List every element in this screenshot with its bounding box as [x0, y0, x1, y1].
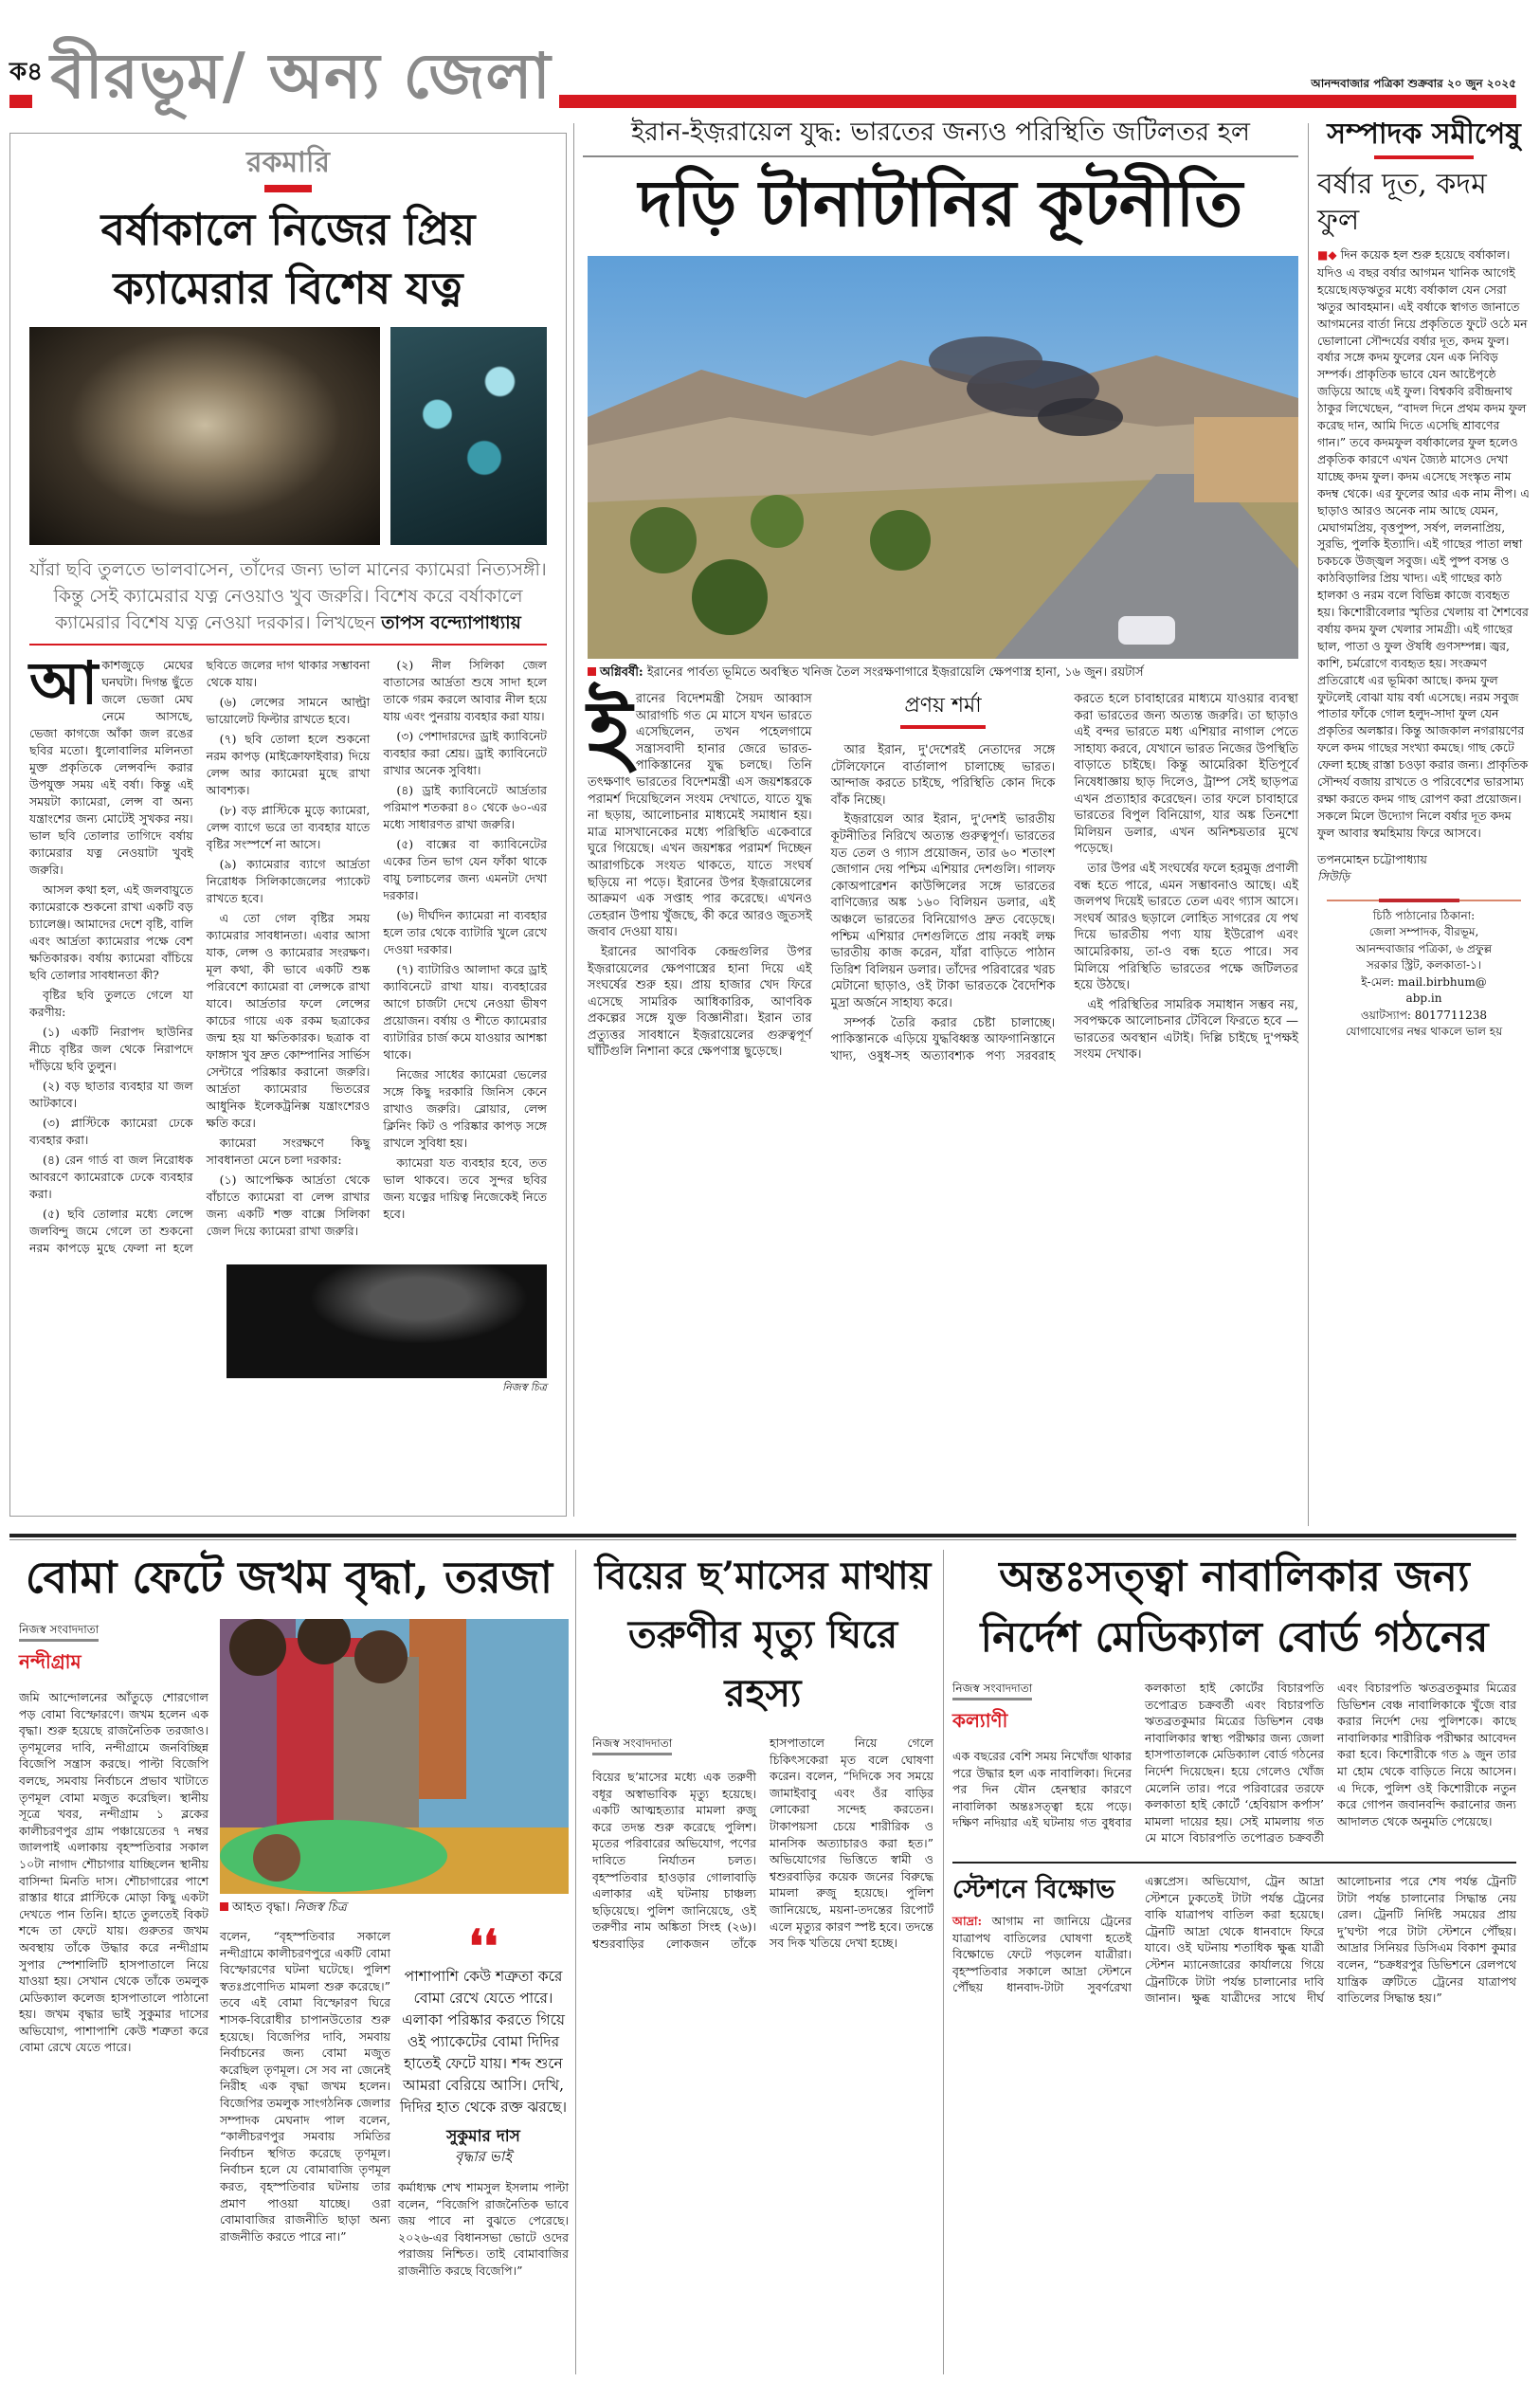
- paragraph: (৭) ব্যাটারিও আলাদা করে ড্রাই ক্যাবিনেটে রাখা যায়। ব্যবহারের আগে চার্জটা দেখে নেওয়া ভীষণ প্রয়োজন। বর্ষায় ও শীতে ক্যামেরার ব্যাটারির চার্জ কমে যাওয়ার আশঙ্কা থাকে।: [383, 962, 547, 1062]
- paragraph: (৬) দীর্ঘদিন ক্যামেরা না ব্যবহার হলে তার থেকে ব্যাটারি খুলে রেখে দেওয়া দরকার।: [383, 908, 547, 956]
- lead-body: [588, 682, 1298, 1064]
- paragraph: (২) বড় ছাতার ব্যবহার যা জল আটকাবে।: [29, 1079, 193, 1110]
- masthead-right: [559, 76, 1516, 114]
- page-number: ক৪: [9, 58, 44, 86]
- paragraph: এই পরিস্থিতির সামরিক সমাধান সম্ভব নয়, সবপক্ষকে আলোচনার টেবিলে ফিরতে হবে — ভারতের অবস্থান এটাই। দিল্লি চাইছে দু'পক্ষই সংযম দেখাক।: [1074, 997, 1298, 1063]
- page-number-bar: [9, 95, 32, 108]
- byline: নিজস্ব সংবাদদাতা: [19, 1622, 99, 1642]
- caption-text: আহত বৃদ্ধা।: [232, 1900, 291, 1915]
- address-line: জেলা সম্পাদক, বীরভূম,: [1368, 925, 1479, 939]
- paragraph: (৭) ছবি তোলা হলে শুকনো নরম কাপড় (মাইক্রোফাইবার) দিয়ে লেন্স আর ক্যামেরা মুছে রাখা আবশ্যক।: [206, 732, 371, 797]
- quote-text: পাশাপাশি কেউ শত্রুতা করে বোমা রেখে যেতে পারে। এলাকা পরিষ্কার করতে গিয়ে ওই প্যাকেটের বোমা দিদির হাতেই ফেটে যায়। শব্দ শুনে আমরা বেরিয়ে আসি। দেখি, দিদির হাত থেকে রক্ত ঝরছে।: [399, 1968, 568, 2116]
- paragraph: নিজের সাধের ক্যামেরা ভেলের সঙ্গে কিছু দরকারি জিনিস কেনে রাখাও জরুরি। ব্লোয়ার, লেন্স ক্লিনিং কিট ও পরিষ্কার কাপড় সঙ্গে রাখলে সুবিধা হয়।: [383, 1067, 547, 1150]
- story-deck: [29, 556, 547, 636]
- byline-space: [952, 1680, 1132, 1735]
- paragraph: (৫) ছবি তোলার মধ্যে লেন্সে জলবিন্দু জমে গেলে তা শুকনো নরম কাপড়ে মুছে ফেলা না হলে ছবিতে জলের দাগ থাকার সম্ভাবনা থেকে যায়।: [29, 658, 371, 1255]
- section-divider: [9, 1534, 1516, 1537]
- deck-text: যাঁরা ছবি তুলতে ভালবাসেন, তাঁদের জন্য ভাল মানের ক্যামেরা নিত্যসঙ্গী। কিন্তু সেই ক্যামেরার যত্ন নেওয়াও খুব জরুরি। বিশেষ করে বর্ষাকালে ক্যামেরার বিশেষ যত্ন নেওয়া দরকার। লিখছেন: [29, 559, 547, 633]
- address-line: আনন্দবাজার পত্রিকা, ৬ প্রফুল্ল: [1355, 941, 1493, 955]
- paragraph: আর ইরান, দু'দেশেরই নেতাদের সঙ্গে টেলিফোনে বার্তালাপ চালাচ্ছে ভারত। আন্দাজ করতে চাইছে, পরিস্থিতি কোন দিকে বাঁক নিচ্ছে।: [830, 743, 1056, 808]
- drop-cap: ই: [588, 682, 632, 782]
- address-line: ই-মেল: mail.birbhum@: [1361, 974, 1487, 989]
- address-line: যোগাযোগের নম্বর থাকলে ভাল হয়: [1345, 1025, 1503, 1039]
- quote-name: সুকুমার দাস: [446, 2127, 520, 2146]
- story-body: আগাম না জানিয়ে ট্রেনের যাত্রাপথ বাতিলের ঘোষণা হতেই বিক্ষোভে ফেটে পড়লেন যাত্রীরা। বৃহস্পতিবার সকালে আদ্রা স্টেশনে পৌঁছয় ধানবাদ-টাটা সুবর্ণরেখা এক্সপ্রেস। অভিযোগ, ট্রেন আদ্রা স্টেশনে ঢুকতেই টাটা পর্যন্ত ট্রেনের বাকি যাত্রাপথ বাতিল করা হয়েছে। ট্রেনটি আদ্রা থেকে ধানবাদে ফিরে যাবে। ওই ঘটনায় শতাধিক ক্ষুব্ধ যাত্রী স্টেশন ম্যানেজারের কার্যালয়ে গিয়ে ট্রেনটিকে টাটা পর্যন্ত চালানোর দাবি জানান। ক্ষুব্ধ যাত্রীদের সাথে দীর্ঘ আলোচনার পরে শেষ পর্যন্ত ট্রেনটি টাটা পর্যন্ত চালানোর সিদ্ধান্ত নেয় রেল। ট্রেনটি নির্দিষ্ট সময়ের প্রায় দু’ঘণ্টা পরে টাটা স্টেশনে পৌঁছয়। আদ্রার সিনিয়র ডিসিএম বিকাশ কুমার বলেন, “চক্রধরপুর ডিভিশনে রেলপথে যান্ত্রিক ত্রুটিতে ট্রেনের যাত্রাপথ বাতিলের সিদ্ধান্ত হয়।”: [952, 1873, 1516, 2006]
- photo-credit: নিজস্ব চিত্র: [502, 1381, 547, 1393]
- title-bar: [1374, 155, 1474, 159]
- date-line: আনন্দবাজার পত্রিকা শুক্রবার ২০ জুন ২০২৫: [1311, 77, 1516, 90]
- bomb-left-column: [19, 1619, 208, 2280]
- divider-accent: [1379, 899, 1459, 902]
- story-text: কর্মাধ্যক্ষ শেখ শামসুল ইসলাম পাল্টা বলেন, “বিজেপি রাজনৈতিক ভাবে জয় পাবে না বুঝতে পেরেছে। ২০২৬-এর বিধানসভা ভোটে ওদের পরাজয় নিশ্চিত। তাই বোমাবাজির রাজনীতি করছে বিজেপি।”: [398, 2180, 569, 2278]
- drop-cap: আ: [29, 648, 99, 718]
- byline: নিজস্ব সংবাদদাতা: [592, 1736, 672, 1755]
- lead-kicker: ইরান-ইজ়রায়েল যুদ্ধ: ভারতের জন্যও পরিস্থিতি জটিলতর হল: [583, 116, 1298, 157]
- death-story: [583, 1547, 938, 1953]
- bomb-story-body: [9, 1619, 569, 2280]
- missile-strike-photo: [588, 256, 1298, 659]
- minor-story: [948, 1547, 1516, 2007]
- story-text: জমি আন্দোলনের আঁতুড়ে শোরগোল পড় বোমা বিস্ফোরণে। জখম হলেন এক বৃদ্ধা। শুরু হয়েছে রাজনৈতিক তরজাও। তৃণমূলের দাবি, নন্দীগ্রামে জনবিচ্ছিন্ন বিজেপি সন্ত্রাস করছে। পাল্টা বিজেপি বলছে, সমবায় নির্বাচনে প্রভাব খাটাতে তৃণমূল বোমা মজুত করেছিল। স্থানীয় সূত্রে খবর, নন্দীগ্রাম ১ ব্লকের কালীচরণপুর গ্রাম পঞ্চায়েতের ৭ নম্বর জালপাই এলাকায় বৃহস্পতিবার সকাল ১০টা নাগাদ শৌচাগার যাচ্ছিলেন স্থানীয় বাসিন্দা মিনতি দাস। শৌচাগারের পাশে রাস্তার ধারে প্লাস্টিকে মোড়া কিছু একটা দেখতে পান তিনি। হাতে তুলতেই বিকট শব্দে তা ফেটে যায়। গুরুতর জখম অবস্থায় তাঁকে উদ্ধার করে নন্দীগ্রাম সুপার স্পেশালিটি হাসপাতালে নিয়ে যাওয়া হয়। সেখান থেকে তাঁকে তমলুক মেডিক্যাল কলেজ হাসপাতালে পাঠানো হয়। জখম বৃদ্ধার ভাই সুকুমার দাসের অভিযোগ, পাশাপাশি কেউ শত্রুতা করে বোমা রেখে যেতে পারে।: [19, 1690, 208, 2055]
- paragraph: (৫) বাক্সের বা ক্যাবিনেটের একের তিন ভাগ যেন ফাঁকা থাকে বায়ু চলাচলের জন্য এমনটা দেখা দরকার।: [383, 837, 547, 902]
- lead-story: [583, 116, 1298, 1064]
- paragraph: সম্পর্ক তৈরি করার চেষ্টা চালাচ্ছে। পাকিস্তানকে এড়িয়ে যুদ্ধবিধ্বস্ত আফগানিস্তানে খাদ্য, ওষুধ-সহ অত্যাবশ্যক পণ্য সরবরাহ করতে হলে চাবাহারের মাধ্যমে যাওয়ার ব্যবস্থা করা ভারতের জন্য অত্যন্ত জরুরি। তা ছাড়াও এই বন্দর ভারতে মধ্য এশিয়ার নাগাল পেতে সাহায্য করবে, যেখানে ভারত নিজের উপস্থিতি বাড়াতে চাইছে। কিন্তু আমেরিকা ইতিপূর্বে নিষেধাজ্ঞায় ছাড় দিলেও, ট্রাম্প সেই ছাড়পত্র এখন প্রত্যাহার করেছেন। তার ফলে চাবাহারে ভারতের বিপুল বিনিয়োগ, যার অঙ্ক তিনশো মিলিয়ন ডলার, এখন অনিশ্চয়তার মুখে পড়েছে।: [830, 692, 1298, 1064]
- masthead: [9, 38, 1516, 114]
- pen-nib-icon: ■◆: [1317, 248, 1337, 262]
- paragraph: (৪) রেন গার্ড বা জল নিরোধক আবরণে ক্যামেরাকে ঢেকে ব্যবহার করা।: [29, 1153, 193, 1201]
- bomb-story: [9, 1547, 569, 2280]
- injured-woman-photo: [220, 1619, 569, 1894]
- section-divider: [9, 1539, 1516, 1540]
- author-byline: প্রণয় শর্মা: [900, 691, 986, 729]
- letters-title: সম্পাদক সমীপেষু: [1327, 118, 1521, 151]
- bomb-right-area: [220, 1619, 569, 2280]
- caption-square-icon: [220, 1902, 228, 1911]
- paragraph: আসল কথা হল, এই জলবায়ুতে ক্যামেরাকে শুকনো রাখা একটি বড় চ্যালেঞ্জ। আমাদের দেশে বৃষ্টি, বালি এবং আর্দ্রতা ক্যামেরার পক্ষে বেশ ক্ষতিকারক। বর্ষায় ক্যামেরা বাঁচিয়ে ছবি তোলার সাবধানতা কী?: [29, 882, 193, 982]
- paragraph: (১) আপেক্ষিক আর্দ্রতা থেকে বাঁচাতে ক্যামেরা বা লেন্স রাখার জন্য একটি শক্ত বাক্সে সিলিকা জেল দিয়ে ক্যামেরা রাখা জরুরি।: [206, 1173, 371, 1238]
- divider: [1327, 899, 1521, 902]
- letter-body: [1317, 246, 1531, 842]
- paragraph: (১) একটি নিরাপদ ছাউনির নীচে বৃষ্টির জল থেকে নিরাপদে দাঁড়িয়ে ছবি তুলুন।: [29, 1025, 193, 1073]
- lead-headline: দড়ি টানাটানির কূটনীতি: [638, 166, 1243, 242]
- paragraph: (৩) প্লাস্টিকে ক্যামেরা ঢেকে ব্যবহার করা।: [29, 1116, 193, 1147]
- story-body: বিয়ের ছ’মাসের মধ্যে এক তরুণী বধূর অস্বাভাবিক মৃত্যু হয়েছে। একটি আত্মহত্যার মামলা রুজু করে তদন্ত শুরু করেছে পুলিশ। মৃতের পরিবারের অভিযোগ, পণের দাবিতে নির্যাতন চলত। বৃহস্পতিবার হাওড়ার গোলাবাড়ি এলাকার এই ঘটনায় চাঞ্চল্য ছড়িয়েছে। পুলিশ জানিয়েছে, ওই তরুণীর নাম অঙ্কিতা সিংহ (২৬)। শ্বশুরবাড়ির লোকজন তাঁকে হাসপাতালে নিয়ে গেলে চিকিৎসকেরা মৃত বলে ঘোষণা করেন। বলেন, “দিদিকে সব সময়ে জামাইবাবু এবং ওঁর বাড়ির লোকেরা সন্দেহ করতেন। টাকাপয়সা চেয়ে শারীরিক ও মানসিক অত্যাচারও করা হত।” অভিযোগের ভিত্তিতে স্বামী ও শ্বশুরবাড়ির কয়েক জনের বিরুদ্ধে মামলা রুজু হয়েছে। পুলিশ জানিয়েছে, ময়না-তদন্তের রিপোর্ট এলে মৃত্যুর কারণ স্পষ্ট হবে। তদন্তে সব দিক খতিয়ে দেখা হচ্ছে।: [592, 1736, 933, 1951]
- quote-column: [398, 1920, 569, 2280]
- kicker-bar: [264, 185, 312, 192]
- photo-credit: নিজস্ব চিত্র: [294, 1900, 347, 1915]
- column-divider: [943, 1550, 944, 2374]
- quote-mark-icon: ❛❛: [468, 1920, 498, 1973]
- author: তাপস বন্দ্যোপাধ্যায়: [381, 612, 521, 633]
- signer: তপনমোহন চট্টোপাধ্যায়: [1317, 851, 1427, 866]
- address-line: সরকার স্ট্রিট, কলকাতা-১।: [1366, 958, 1482, 973]
- paragraph: এ তো গেল বৃষ্টির সময় ক্যামেরার সাবধানতা। এবার আসা যাক, লেন্স ও ক্যামেরার সংরক্ষণ। মূল কথা, কী ভাবে একটি শুষ্ক পরিবেশে ক্যামেরা বা লেন্সকে রাখা যাবে। আর্দ্রতার ফলে লেন্সের কাচের গায়ে এক রকম ছত্রাকের জন্ম হয় যা ক্ষতিকারক। ছত্রাক বা ফাঙ্গাস খুব দ্রুত কোম্পানির সার্ভিস সেন্টারে পরিষ্কার করানো জরুরি। আর্দ্রতা ক্যামেরার ভিতরের আধুনিক ইলেকট্রনিক্স যন্ত্রাংশেরও ক্ষতি করে।: [206, 911, 371, 1130]
- caption-square-icon: [588, 667, 596, 676]
- paragraph: ক্যামেরা সংরক্ষণে কিছু সাবধানতা মেনে চলা দরকার:: [206, 1136, 371, 1167]
- address-line: চিঠি পাঠানোর ঠিকানা:: [1372, 908, 1476, 922]
- lens-photo-block: [29, 1264, 547, 1394]
- section-kicker: রকমারি: [246, 146, 330, 179]
- photo-caption: [588, 664, 1298, 682]
- quote-role: বৃদ্ধার ভাই: [454, 2148, 513, 2165]
- letters-column: [1317, 116, 1531, 1041]
- headline: বর্ষাকালে নিজের প্রিয় ক্যামেরার বিশেষ যত্ন: [100, 204, 476, 314]
- photo-caption: [220, 1900, 569, 1917]
- paragraph: (২) নীল সিলিকা জেল বাতাসের আর্দ্রতা শুষে সাদা হলে তাকে গরম করলে আবার নীল হয়ে যায় এবং পুনরায় ব্যবহার করা যায়।: [383, 658, 547, 723]
- letter-signature: [1317, 851, 1531, 885]
- paragraph: ইরানের আণবিক কেন্দ্রগুলির উপর ইজ়রায়েলের ক্ষেপণাস্ত্রের হানা দিয়ে এই সংঘর্ষের শুরু হয়। প্রায় হাজার খেদ ফিরে এসেছে সামরিক আধিকারিক, আণবিক প্রকল্পের সঙ্গে যুক্ত বিজ্ঞানীরা। ইরান তার প্রত্যুত্তর সাবধানে ইজ়রায়েলের গুরুত্বপূর্ণ ঘাঁটিগুলি নিশানা করে ক্ষেপণাস্ত্র ছুড়েছে।: [588, 944, 812, 1060]
- paragraph: ইজ়রায়েল আর ইরান, দু'দেশই ভারতীয় কূটনীতির নিরিখে অত্যন্ত গুরুত্বপূর্ণ। ভারতের যত তেল ও গ্যাস প্রয়োজন, তার ৬০ শতাংশ জোগান দেয় পশ্চিম এশিয়ার দেশগুলি। গালফ কোঅপারেশন কাউন্সিলের সঙ্গে ভারতের বাণিজ্যের অঙ্ক ১৬০ বিলিয়ন ডলার, এই অঞ্চলে ভারতের বিনিয়োগও দ্রুত বেড়েছে। পশ্চিম এশিয়ার দেশগুলিতে প্রায় নব্বই লক্ষ ভারতীয় কাজ করেন, যাঁরা বাড়িতে পাঠান তিরিশ বিলিয়ন ডলার। তাঁদের পরিবারের খরচ মেটানো ছাড়াও, ওই টাকা ভারতকে বৈদেশিক মুদ্রা অর্জনে সাহায্য করে।: [830, 812, 1056, 1010]
- story-text: [952, 1680, 1516, 1846]
- letter-headline: বর্ষার দূত, কদম ফুল: [1317, 168, 1487, 237]
- letter-address: [1317, 908, 1531, 1041]
- paragraph: তার উপর এই সংঘর্ষের ফলে হরমুজ় প্রণালী বন্ধ হতে পারে, এমন সম্ভাবনাও আছে। এই জলপথ দিয়েই ভারতে তেল এবং গ্যাস আসে। সংঘর্ষ আরও ছড়ালে লোহিত সাগরের যে পথ দিয়ে ভারতীয় পণ্য যায় ইউরোপ এবং আমেরিকায়, তা-ও বন্ধ হতে পারে। সব মিলিয়ে পরিস্থিতি ভারতের পক্ষে জটিলতর হয়ে উঠছে।: [1074, 861, 1298, 993]
- paragraph: (৩) পেশাদারদের ড্রাই ক্যাবিনেট ব্যবহার করা শ্রেয়। ড্রাই ক্যাবিনেটে রাখার অনেক সুবিধা।: [383, 729, 547, 777]
- paragraph: (৮) বড় প্লাস্টিকে মুড়ে ক্যামেরা, লেন্স ব্যাগে ভরে তা ব্যবহার যাতে বৃষ্টির সংস্পর্শে না আসে।: [206, 803, 371, 851]
- byline-space: [592, 1735, 756, 1755]
- page-number-block: [9, 57, 43, 114]
- station-story-text: [952, 1873, 1516, 2007]
- silica-gel-photo: [390, 327, 547, 545]
- paragraph: (৯) ক্যামেরার ব্যাগে আর্দ্রতা নিরোধক সিলিকাজেলের প্যাকেট রাখতে হবে।: [206, 857, 371, 905]
- caption-text: ইরানের পার্বত্য ভূমিতে অবস্থিত খনিজ তৈল সংরক্ষণাগারে ইজ়রায়েলি ক্ষেপণাস্ত্র হানা, ১৬ জুন। রয়টার্স: [646, 665, 1144, 680]
- camera-story: [9, 133, 567, 1517]
- caption-label: অগ্নিবর্ষী:: [600, 665, 643, 680]
- pull-quote: [398, 1920, 569, 2166]
- story-body: [29, 648, 547, 1257]
- paragraph: (৪) ড্রাই ক্যাবিনেটে আর্দ্রতার পরিমাপ শতকরা ৪০ থেকে ৬০-এর মধ্যে সাধারণত রাখা জরুরি।: [383, 783, 547, 831]
- paragraph: রানের বিদেশমন্ত্রী সৈয়দ আব্বাস আরাগচি গত মে মাসে যখন ভারতে এসেছিলেন, তখন পহেলগামে সন্ত্রাসবাদী হানার জেরে ভারত-পাকিস্তানের যুদ্ধ চলছে। তিনি তৎক্ষণাৎ ভারতের বিদেশমন্ত্রী এস জয়শঙ্করকে পরামর্শ দিয়েছিলেন সংযম দেখাতে, যাতে যুদ্ধ না ছড়ায়, আলোচনার মাধ্যমেই সমাধান হয়। মাত্র মাসখানেকের মধ্যে পরিস্থিতি একেবারে ঘুরে গিয়েছে। এখন জয়শঙ্কর পরামর্শ দিচ্ছেন আরাগচিকে সংযত থাকতে, যাতে সংঘর্ষ ছড়িয়ে না পড়ে। ইরানের উপর ইজ়রায়েলের আক্রমণ এক সপ্তাহ পার করেছে। এখনও তেহরান উপায় খুঁজছে, কী করে আরও জুতসই জবাব দেওয়া যায়।: [588, 692, 812, 940]
- paragraph: বৃষ্টির ছবি তুলতে গেলে যা করণীয়:: [29, 988, 193, 1019]
- address-line: abp.in: [1405, 991, 1442, 1006]
- camera-photo: [29, 327, 380, 545]
- divider: [29, 644, 547, 646]
- column-divider: [573, 123, 574, 1517]
- column-divider: [1308, 123, 1309, 1526]
- story-text: বলেন, “বৃহস্পতিবার সকালে নন্দীগ্রামে কালীচরণপুরে একটি বোমা বিস্ফোরণের ঘটনা ঘটেছে। পুলিশ স্বতঃপ্রণোদিত মামলা শুরু করেছে।” তবে এই বোমা বিস্ফোরণ ঘিরে শাসক-বিরোধীর চাপানউতোর শুরু হয়েছে। বিজেপির দাবি, সমবায় নির্বাচনের জন্য বোমা মজুত করেছিল তৃণমূল। সে সব না জেনেই নিরীহ এক বৃদ্ধা জখম হলেন। বিজেপির তমলুক সাংগঠনিক জেলার সম্পাদক মেঘনাদ পাল বলেন, “কালীচরণপুর সমবায় সমিতির নির্বাচন স্থগিত করেছে তৃণমূল। নির্বাচন হলে যে বোমাবাজি তৃণমূল করত, বৃহস্পতিবার ঘটনায় তার প্রমাণ পাওয়া যাচ্ছে। ওরা বোমাবাজির রাজনীতি ছাড়া অন্য রাজনীতি করতে পারে না।”: [220, 1929, 390, 2244]
- story-divider: [952, 1862, 1516, 1864]
- minor-headline: অন্তঃসত্ত্বা নাবালিকার জন্য নির্দেশ মেডিক্যাল বোর্ড গঠনের: [980, 1553, 1489, 1662]
- section-title: বীরভূম/ অন্য জেলা: [50, 39, 552, 113]
- address-line: ওয়াটস্যাপ: 8017711238: [1360, 1008, 1488, 1022]
- letter-text: দিন কয়েক হল শুরু হয়েছে বর্ষাকাল। যদিও এ বছর বর্ষার আগমন খানিক আগেই হয়েছে।ষড়ঋতুর মধ্যে বর্ষাকাল যেন সেরা ঋতুর আবহমান। এই বর্ষাকে স্বাগত জানাতে আগমনের বার্তা নিয়ে প্রকৃতিতে ফুটে ওঠে মন ভোলানো সৌন্দর্যের বর্ষার দূত, কদম ফুল। বর্ষার সঙ্গে কদম ফুলের যেন এক নিবিড় সম্পর্ক। প্রাকৃতিক ভাবে যেন আষ্টেপৃষ্ঠে জড়িয়ে আছে এই ফুল। বিশ্বকবি রবীন্দ্রনাথ ঠাকুর লিখেছেন, “বাদল দিনে প্রথম কদম ফুল করেছ দান, আমি দিতে এসেছি শ্রাবণের গান।” তবে কদমফুল বর্ষাকালের ফুল হলেও প্রকৃতিক কারণে এখন জ্যৈষ্ঠ মাসেও দেখা যাচ্ছে কদম ফুল। কদম এসেছে সংস্কৃত নাম কদম্ব থেকে। এর ফুলের আর এক নাম নীপ। এ ছাড়াও আরও অনেক নাম আছে যেমন, মেঘাগমপ্রিয়, বৃত্তপুষ্প, সর্ষপ, ললনাপ্রিয়, সুরভি, পুলকি ইত্যাদি। এই গাছের পাতা লম্বা চকচকে উজ্জ্বল সবুজ। এই পুষ্প বসন্ত ও কাঠবিড়ালির প্রিয় খাদ্য। এই গাছের কাঠ হালকা ও নরম বলে বিভিন্ন কাজে ব্যবহৃত হয়। কিশোরীবেলার স্মৃতির খেলায় বা শৈশবের বর্ষায় কদম ফুল খেলার সামগ্রী। এই গাছের ছাল, পাতা ও ফুল ঔষধি গুণসম্পন্ন। জ্বর, কাশি, চর্মরোগে ব্যবহৃত হয়। সংক্রমণ প্রতিরোধে এর ভূমিকা আছে। কদম ফুল ফুটলেই বোঝা যায় বর্ষা এসেছে। নরম সবুজ পাতার ফাঁকে গোল হলুদ-সাদা ফুল যেন প্রকৃতির অলঙ্কার। কিন্তু আজকাল নগরায়ণের ফলে কদম গাছের সংখ্যা কমছে। গাছ কেটে ফেলা হচ্ছে রাস্তা চওড়া করার জন্য। প্রাকৃতিক সৌন্দর্য বজায় রাখতে ও পরিবেশের ভারসাম্য রক্ষা করতে কদম গাছ রোপণ করা প্রয়োজন। সকলে মিলে উদ্যোগ নিলে বর্ষার দূত কদম ফুল আবার স্বমহিমায় ফিরে আসবে।: [1317, 247, 1530, 840]
- byline: নিজস্ব সংবাদদাতা: [952, 1681, 1032, 1700]
- column-divider: [575, 1550, 576, 2374]
- signer-place: সিউড়ি: [1317, 868, 1350, 883]
- dateline-place: নন্দীগ্রাম: [19, 1650, 82, 1673]
- dateline-place: কল্যাণী: [952, 1709, 1008, 1732]
- bomb-headline: বোমা ফেটে জখম বৃদ্ধা, তরজা: [25, 1552, 553, 1603]
- masthead-red-bar: [559, 95, 1516, 108]
- paragraph: ক্যামেরা যত ব্যবহার হবে, তত ভাল থাকবে। তবে সুন্দর ছবির জন্য যত্নের দায়িত্ব নিজেকেই নিতে হবে।: [383, 1155, 547, 1221]
- dateline: আদ্রা:: [952, 1913, 983, 1928]
- bomb-sub-columns: [220, 1920, 569, 2280]
- story-text: [592, 1735, 933, 1953]
- photo-row: [29, 327, 547, 545]
- station-headline: স্টেশনে বিক্ষোভ: [952, 1874, 1115, 1904]
- story-body: এক বছরের বেশি সময় নিখোঁজ থাকার পরে উদ্ধার হল এক নাবালিকা। দিনের পর দিন যৌন হেনস্থার কারণে নাবালিকা অন্তঃসত্ত্বা হয়ে পড়ে। দক্ষিণ নদিয়ার এই ঘটনায় গত বুধবার কলকাতা হাই কোর্টের বিচারপতি তপোব্রত চক্রবর্তী এবং বিচারপতি ঋতব্রতকুমার মিত্রের ডিভিশন বেঞ্চ নাবালিকার স্বাস্থ্য পরীক্ষার জন্য জেলা হাসপাতালকে মেডিক্যাল বোর্ড গঠনের নির্দেশ দিয়েছেন। হয়ে গেলেও খোঁজ মেলেনি তার। পরে পরিবারের তরফে কলকাতা হাই কোর্টে ‘হেবিয়াস কর্পাস’ মামলা দায়ের হয়। সেই মামলায় গত মে মাসে বিচারপতি তপোব্রত চক্রবর্তী এবং বিচারপতি ঋতব্রতকুমার মিত্রের ডিভিশন বেঞ্চ নাবালিকাকে খুঁজে বার করার নির্দেশ দেয় পুলিশকে। কাছে নাবালিকার শারীরিক পরীক্ষার আবেদন করা হবে। কিশোরীকে গত ৯ জুন তার মা হোম থেকে বাড়িতে নিয়ে আসেন। এ দিকে, পুলিশ ওই কিশোরীকে নতুন করে গোপন জবানবন্দি করানোর জন্য আদালত থেকে অনুমতি পেয়েছে।: [952, 1681, 1516, 1846]
- lens-photo: [226, 1264, 547, 1378]
- death-headline: বিয়ের ছ’মাসের মাথায় তরুণীর মৃত্যু ঘিরে রহস্য: [594, 1554, 932, 1716]
- paragraph: (৬) লেন্সের সামনে আল্ট্রা ভায়োলেট ফিল্টার রাখতে হবে।: [206, 695, 371, 726]
- paragraph: কাশজুড়ে মেঘের ঘনঘটা। দিগন্ত ছুঁতে জলে ভেজা মেঘ নেমে আসছে, ভেজা কাগজে আঁকা জল রঙের ছবির মতো। ধুলোবালির মলিনতা মুক্ত প্রকৃতিকে লেন্সবন্দি করার উপযুক্ত সময় এই বর্ষা। কিন্তু এই সময়টা ক্যামেরা, লেন্স বা অন্য যন্ত্রাংশের জন্য মোটেই সুখকর নয়। ভাল ছবি তোলার তাগিদে বর্ষায় ক্যামেরার যত্ন নেওয়াটা খুবই জরুরি।: [29, 658, 193, 877]
